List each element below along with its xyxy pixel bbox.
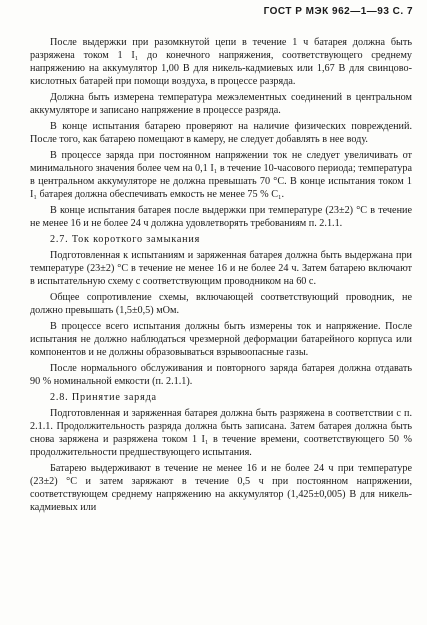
paragraph: После нормального обслуживания и повторного заряда батарея должна отдавать 90 % номинальной емкости (п. 2.1.1).	[30, 363, 412, 387]
paragraph: В процессе всего испытания должны быть измерены ток и напряжение. После испытания не должно наблюдаться чрезмерной деформации батарейного корпуса или компонентов и не должны образовываться взрывоопасные газы.	[30, 321, 412, 358]
paragraph: Подготовленная и заряженная батарея должна быть разряжена в соответствии с п. 2.1.1. Продолжительность разряда должна быть записана. Затем батарея должна быть снова заряжена и разряжена током 1 I₁ в течение времени, соответствующего 50 % продолжительности предшествующего испытания.	[30, 408, 412, 458]
paragraph: Общее сопротивление схемы, включающей соответствующий проводник, не должно превышать (1,5±0,5) мОм.	[30, 292, 412, 316]
paragraph: В конце испытания батарея после выдержки при температуре (23±2) °C в течение не менее 16 и не более 24 ч должна удовлетворять требованиям п. 2.1.1.	[30, 205, 412, 229]
paragraph: В конце испытания батарею проверяют на наличие физических повреждений. После того, как батарею помещают в камеру, не следует добавлять в нее воду.	[30, 121, 412, 145]
paragraph: Подготовленная к испытаниям и заряженная батарея должна быть выдержана при температуре (23±2) °C в течение не менее 16 и не более 24 ч. Затем батарею включают в испытательную схему с соответствующим проводником на 60 с.	[30, 250, 412, 287]
running-header: ГОСТ Р МЭК 962—1—93 С. 7	[263, 6, 413, 17]
document-body	[30, 36, 412, 517]
paragraph: Батарею выдерживают в течение не менее 16 и не более 24 ч при температуре (23±2) °C и затем заряжают в течение 0,5 ч при постоянном напряжении, соответствующем среднему напряжению на аккумулятор (1,425±0,005) В для никель-кадмиевых или	[30, 463, 412, 513]
section-heading-2-7: 2.7. Ток короткого замыкания	[50, 234, 201, 245]
section-heading-2-8: 2.8. Принятие заряда	[50, 392, 157, 403]
paragraph: После выдержки при разомкнутой цепи в течение 1 ч батарея должна быть разряжена током 1 I₁ до конечного напряжения, соответствующего среднему напряжению на аккумулятор 1,00 В для никель-кадмиевых или 1,67 В для свинцово-кислотных батарей при помощи воздуха, в процессе разряда.	[30, 37, 412, 87]
paragraph: Должна быть измерена температура межэлементных соединений в центральном аккумуляторе и записано напряжение в процессе разряда.	[30, 92, 412, 116]
paragraph: В процессе заряда при постоянном напряжении ток не следует увеличивать от минимального значения более чем на 0,1 I₁ в течение 10-часового периода; температура в центральном аккумуляторе не должна превышать 70 °C. В конце испытания током 1 I₁ батарея должна обеспечивать емкость не менее 75 % C₁.	[30, 150, 412, 200]
